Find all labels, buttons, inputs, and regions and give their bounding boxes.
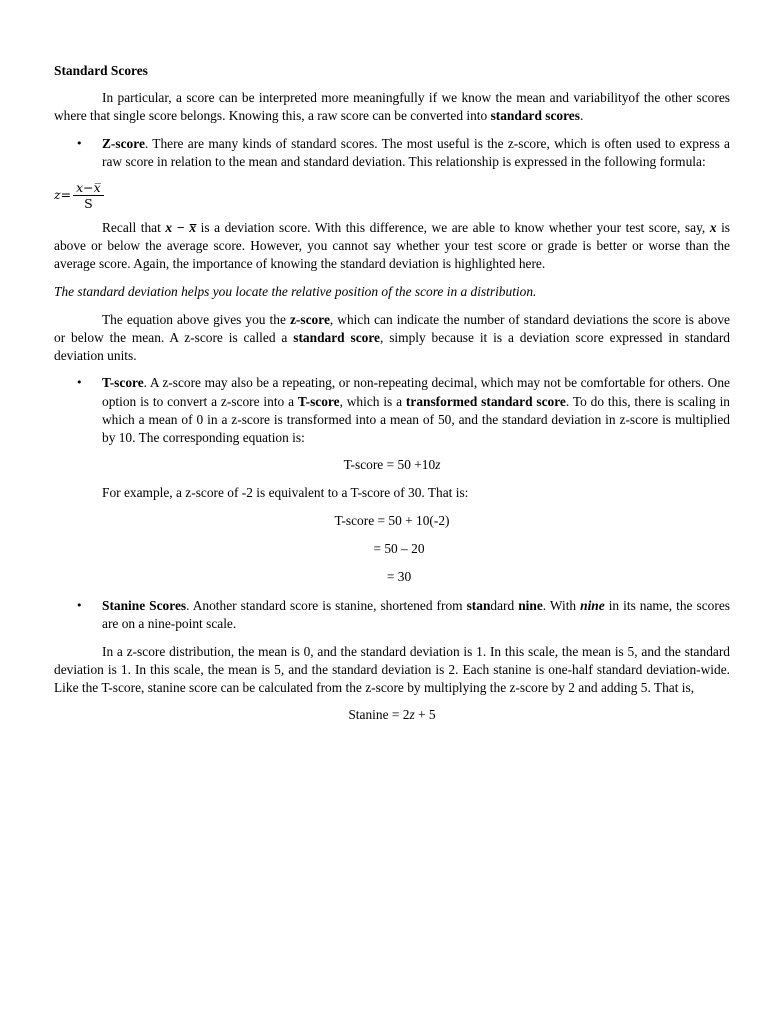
eq-para-text-1: The equation above gives you the (102, 311, 290, 327)
tscore-eq-line-1: T-score = 50 + 10(-2) (334, 512, 450, 528)
tscore-label: T-score (102, 375, 144, 391)
tscore-text-1: . A z-score may also be a repeating, or non-repeating decimal, which may not be comfortable for others. One option is to convert a z-score into a (102, 375, 730, 409)
italic-note: The standard deviation helps you locate the relative position of the score in a distribution. (54, 283, 537, 299)
zscore-formula (54, 180, 730, 211)
stanine-bold-italic-nine: nine (580, 598, 605, 614)
stanine-text-2: dard (490, 598, 519, 614)
recall-text-1: Recall that (102, 220, 166, 236)
stanine-equation (54, 706, 730, 724)
tscore-bold-1: T-score (297, 393, 340, 409)
equation-paragraph (54, 311, 730, 366)
intro-paragraph (54, 89, 730, 125)
formula-lhs: z= (54, 187, 72, 203)
formula-denominator: S (84, 196, 93, 212)
tscore-text-2: , which is a (339, 393, 406, 409)
eq-para-text-3: , simply because it is a deviation score expressed in standard deviation units. (54, 330, 730, 364)
recall-text-3: is above or below the average score. However, you cannot say whether your test score or grade is better or worse than the average score. Again, the importance of knowing the standard deviation is highlighted here. (54, 220, 731, 272)
bullet-icon: • (76, 376, 83, 390)
intro-end: . (579, 108, 584, 124)
formula-numerator: x−x̅ (73, 180, 104, 196)
tscore-eq-line-3: = 30 (386, 569, 412, 585)
zscore-label: Z-score (102, 135, 145, 151)
stanine-bold-nine: nine (518, 598, 543, 614)
eq-para-text-2: , which can indicate the number of standard deviations the score is above or below the mean. A z-score is called a (54, 311, 730, 346)
stanine-text-1: . Another standard score is stanine, shortened from (186, 598, 467, 614)
zscore-bullet (54, 135, 730, 171)
stanine-bold-stan: stan (466, 598, 491, 614)
recall-paragraph (54, 219, 730, 274)
formula-fraction (73, 180, 104, 211)
stanine-bullet (54, 597, 730, 633)
bullet-icon: • (76, 136, 83, 150)
deviation-expression: x − x̅ (165, 220, 197, 236)
tscore-eq-line-2: = 50 – 20 (373, 540, 425, 556)
zscore-text: . There are many kinds of standard scores. The most useful is the z-score, which is often used to express a raw score in relation to the mean and standard deviation. This relationship is expressed in the following formula: (102, 135, 730, 169)
stanine-paragraph: In a z-score distribution, the mean is 0, and the standard deviation is 1. In this scale, the mean is 5, and the standard deviation is 1. In this scale, the mean is 5, and the standard deviation is 2. Each stanine is one-half standard deviation-wide. Like the T-score, stanine score can be calculated from the z-score by multiplying the z-score by 2 and adding 5. That is, (54, 643, 730, 696)
tscore-text-3: . To do this, there is scaling in which a mean of 0 in a z-score is transformed into a mean of 50, and the standard deviation in z-score is multiplied by 10. The corresponding equation is: (102, 393, 730, 446)
section-heading: Standard Scores (54, 63, 148, 78)
intro-text: In particular, a score can be interpreted more meaningfully if we know the mean and variabilityof the other scores where that single score belongs. Knowing this, a raw score can be converted into (54, 90, 730, 124)
eq-para-bold-1: z-score (289, 311, 330, 327)
recall-text-2: is a deviation score. With this difference, we are able to know whether your test score, say, (196, 220, 710, 236)
stanine-eq-var: z (409, 707, 415, 723)
stanine-text-3: . With (542, 598, 581, 614)
intro-bold-term: standard scores (490, 108, 580, 124)
stanine-eq-text: Stanine = 2 (348, 707, 410, 723)
tscore-eq-var: z (435, 457, 441, 473)
recall-x: x (709, 220, 717, 236)
stanine-label: Stanine Scores (102, 598, 187, 614)
bullet-icon: • (76, 599, 83, 613)
stanine-eq-post: + 5 (414, 707, 436, 723)
document-body (54, 62, 730, 734)
tscore-example: For example, a z-score of -2 is equivalent to a T-score of 30. That is: (102, 485, 469, 501)
eq-para-bold-2: standard score (293, 330, 380, 346)
tscore-eq-text: T-score = 50 +10 (343, 457, 436, 473)
tscore-bullet (54, 374, 730, 447)
tscore-bold-2: transformed standard score (405, 393, 566, 409)
stanine-text-4: in its name, the scores are on a nine-point scale. (102, 598, 730, 632)
tscore-equation (54, 456, 730, 474)
